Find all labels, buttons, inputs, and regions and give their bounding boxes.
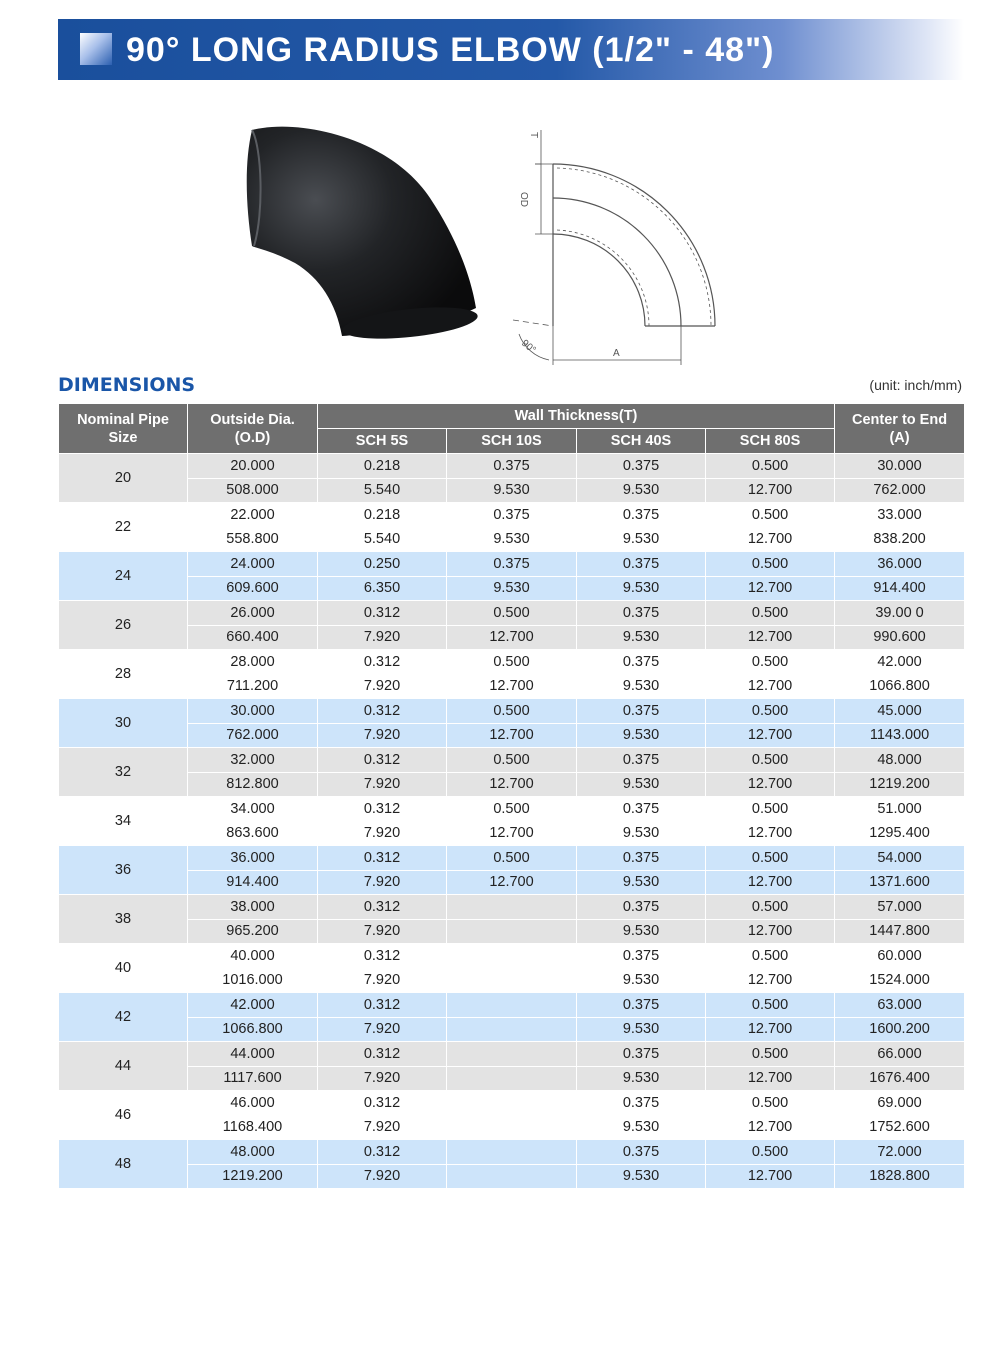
value-cell: 0.312	[318, 944, 447, 969]
value-cell: 0.312	[318, 699, 447, 724]
table-row	[59, 699, 965, 724]
table-row	[59, 772, 965, 797]
value-cell: 558.800	[188, 527, 318, 552]
value-cell: 0.500	[706, 895, 835, 920]
banner-square-icon	[80, 33, 112, 65]
value-cell: 0.375	[577, 797, 706, 822]
table-row	[59, 1042, 965, 1067]
header-sch5s: SCH 5S	[318, 429, 447, 454]
value-cell: 32.000	[188, 748, 318, 773]
value-cell: 0.375	[577, 944, 706, 969]
value-cell: 609.600	[188, 576, 318, 601]
value-cell: 0.500	[706, 797, 835, 822]
value-cell	[447, 895, 577, 920]
nps-cell: 30	[59, 699, 188, 748]
table-row	[59, 625, 965, 650]
value-cell	[447, 968, 577, 993]
title-banner	[58, 19, 964, 80]
nps-cell: 34	[59, 797, 188, 846]
value-cell	[447, 1066, 577, 1091]
value-cell: 0.375	[447, 454, 577, 479]
value-cell: 38.000	[188, 895, 318, 920]
value-cell: 42.000	[188, 993, 318, 1018]
table-row	[59, 895, 965, 920]
value-cell: 1066.800	[835, 674, 965, 699]
value-cell: 0.500	[447, 699, 577, 724]
value-cell	[447, 1091, 577, 1116]
value-cell: 0.312	[318, 601, 447, 626]
value-cell	[447, 944, 577, 969]
value-cell: 0.312	[318, 650, 447, 675]
value-cell: 9.530	[577, 821, 706, 846]
value-cell: 12.700	[706, 723, 835, 748]
header-nps: Nominal Pipe Size	[59, 404, 188, 454]
value-cell: 9.530	[447, 576, 577, 601]
value-cell: 0.500	[706, 846, 835, 871]
value-cell: 12.700	[447, 772, 577, 797]
value-cell: 26.000	[188, 601, 318, 626]
value-cell: 7.920	[318, 821, 447, 846]
nps-cell: 48	[59, 1140, 188, 1189]
table-row	[59, 478, 965, 503]
value-cell: 12.700	[706, 772, 835, 797]
value-cell: 0.500	[447, 748, 577, 773]
value-cell: 7.920	[318, 1115, 447, 1140]
value-cell: 12.700	[447, 723, 577, 748]
value-cell: 12.700	[706, 1066, 835, 1091]
value-cell: 0.218	[318, 454, 447, 479]
value-cell	[447, 919, 577, 944]
value-cell: 0.312	[318, 846, 447, 871]
value-cell: 1168.400	[188, 1115, 318, 1140]
header-sch40s: SCH 40S	[577, 429, 706, 454]
table-row	[59, 919, 965, 944]
value-cell: 33.000	[835, 503, 965, 528]
value-cell: 9.530	[577, 625, 706, 650]
table-row	[59, 601, 965, 626]
header-wall-thickness: Wall Thickness(T)	[318, 404, 835, 429]
table-row	[59, 797, 965, 822]
value-cell: 7.920	[318, 1066, 447, 1091]
value-cell: 9.530	[577, 1066, 706, 1091]
value-cell: 39.00 0	[835, 601, 965, 626]
value-cell: 9.530	[577, 1164, 706, 1189]
table-row	[59, 1115, 965, 1140]
value-cell: 0.218	[318, 503, 447, 528]
value-cell: 7.920	[318, 772, 447, 797]
value-cell: 30.000	[835, 454, 965, 479]
value-cell	[447, 1115, 577, 1140]
value-cell: 9.530	[577, 919, 706, 944]
value-cell	[447, 1140, 577, 1165]
nps-cell: 38	[59, 895, 188, 944]
value-cell: 7.920	[318, 870, 447, 895]
table-row	[59, 1091, 965, 1116]
page-title: 90° LONG RADIUS ELBOW (1/2" - 48")	[126, 31, 775, 69]
value-cell: 0.500	[447, 601, 577, 626]
unit-note: (unit: inch/mm)	[869, 377, 962, 393]
value-cell: 7.920	[318, 919, 447, 944]
value-cell: 12.700	[706, 821, 835, 846]
table-row	[59, 576, 965, 601]
value-cell: 63.000	[835, 993, 965, 1018]
value-cell: 12.700	[447, 870, 577, 895]
value-cell: 508.000	[188, 478, 318, 503]
dimensions-table	[58, 403, 965, 1189]
value-cell: 12.700	[706, 919, 835, 944]
value-cell: 12.700	[706, 1115, 835, 1140]
value-cell: 42.000	[835, 650, 965, 675]
drawing-label-od: OD	[518, 192, 529, 207]
value-cell: 7.920	[318, 674, 447, 699]
value-cell: 0.500	[706, 552, 835, 577]
value-cell: 12.700	[706, 1017, 835, 1042]
value-cell: 0.375	[577, 846, 706, 871]
value-cell: 12.700	[447, 821, 577, 846]
nps-cell: 20	[59, 454, 188, 503]
header-od: Outside Dia. (O.D)	[188, 404, 318, 454]
value-cell: 12.700	[706, 968, 835, 993]
value-cell: 0.375	[577, 1042, 706, 1067]
table-row	[59, 454, 965, 479]
table-row	[59, 1164, 965, 1189]
nps-cell: 42	[59, 993, 188, 1042]
nps-cell: 22	[59, 503, 188, 552]
value-cell: 9.530	[577, 576, 706, 601]
table-row	[59, 527, 965, 552]
value-cell: 48.000	[835, 748, 965, 773]
value-cell: 9.530	[577, 1017, 706, 1042]
value-cell: 0.375	[577, 503, 706, 528]
table-row	[59, 821, 965, 846]
value-cell: 24.000	[188, 552, 318, 577]
value-cell: 0.312	[318, 797, 447, 822]
header-center-to-end: Center to End (A)	[835, 404, 965, 454]
value-cell: 5.540	[318, 527, 447, 552]
value-cell: 7.920	[318, 625, 447, 650]
value-cell: 9.530	[577, 772, 706, 797]
value-cell: 0.375	[577, 1140, 706, 1165]
value-cell: 0.500	[706, 699, 835, 724]
value-cell: 36.000	[835, 552, 965, 577]
value-cell: 711.200	[188, 674, 318, 699]
value-cell: 12.700	[706, 576, 835, 601]
value-cell: 0.375	[577, 650, 706, 675]
value-cell	[447, 1017, 577, 1042]
value-cell: 0.500	[706, 650, 835, 675]
value-cell: 69.000	[835, 1091, 965, 1116]
value-cell	[447, 993, 577, 1018]
value-cell: 12.700	[706, 625, 835, 650]
drawing-label-angle: 90°	[519, 337, 538, 357]
value-cell: 34.000	[188, 797, 318, 822]
value-cell: 1066.800	[188, 1017, 318, 1042]
value-cell: 1219.200	[188, 1164, 318, 1189]
value-cell: 990.600	[835, 625, 965, 650]
value-cell: 9.530	[447, 527, 577, 552]
header-sch10s: SCH 10S	[447, 429, 577, 454]
value-cell: 7.920	[318, 1017, 447, 1042]
value-cell: 0.375	[577, 552, 706, 577]
value-cell: 9.530	[577, 1115, 706, 1140]
nps-cell: 24	[59, 552, 188, 601]
value-cell: 0.500	[706, 944, 835, 969]
table-row	[59, 846, 965, 871]
table-row	[59, 870, 965, 895]
value-cell: 1117.600	[188, 1066, 318, 1091]
value-cell: 0.375	[577, 1091, 706, 1116]
value-cell: 0.500	[706, 1042, 835, 1067]
value-cell: 0.375	[577, 454, 706, 479]
value-cell: 0.500	[706, 1140, 835, 1165]
value-cell: 6.350	[318, 576, 447, 601]
value-cell: 9.530	[447, 478, 577, 503]
value-cell: 5.540	[318, 478, 447, 503]
value-cell: 9.530	[577, 723, 706, 748]
value-cell: 0.500	[447, 797, 577, 822]
value-cell: 1016.000	[188, 968, 318, 993]
elbow-dimension-drawing	[505, 120, 735, 370]
value-cell	[447, 1042, 577, 1067]
value-cell: 60.000	[835, 944, 965, 969]
value-cell: 1752.600	[835, 1115, 965, 1140]
value-cell: 30.000	[188, 699, 318, 724]
table-row	[59, 650, 965, 675]
value-cell: 72.000	[835, 1140, 965, 1165]
value-cell: 0.500	[706, 993, 835, 1018]
value-cell: 66.000	[835, 1042, 965, 1067]
value-cell: 0.375	[577, 895, 706, 920]
value-cell: 0.312	[318, 748, 447, 773]
value-cell: 0.312	[318, 1140, 447, 1165]
value-cell: 0.500	[706, 748, 835, 773]
value-cell	[447, 1164, 577, 1189]
value-cell: 762.000	[188, 723, 318, 748]
value-cell: 914.400	[188, 870, 318, 895]
value-cell: 22.000	[188, 503, 318, 528]
value-cell: 838.200	[835, 527, 965, 552]
value-cell: 0.500	[706, 1091, 835, 1116]
value-cell: 44.000	[188, 1042, 318, 1067]
table-row	[59, 674, 965, 699]
value-cell: 0.500	[447, 846, 577, 871]
value-cell: 0.500	[447, 650, 577, 675]
value-cell: 1600.200	[835, 1017, 965, 1042]
value-cell: 12.700	[447, 625, 577, 650]
nps-cell: 44	[59, 1042, 188, 1091]
value-cell: 45.000	[835, 699, 965, 724]
value-cell: 914.400	[835, 576, 965, 601]
value-cell: 812.800	[188, 772, 318, 797]
value-cell: 9.530	[577, 968, 706, 993]
table-row	[59, 748, 965, 773]
value-cell: 1295.400	[835, 821, 965, 846]
value-cell: 0.500	[706, 454, 835, 479]
value-cell: 7.920	[318, 1164, 447, 1189]
table-row	[59, 993, 965, 1018]
value-cell: 57.000	[835, 895, 965, 920]
value-cell: 46.000	[188, 1091, 318, 1116]
value-cell: 0.312	[318, 1042, 447, 1067]
elbow-photo	[240, 118, 490, 348]
value-cell: 0.312	[318, 993, 447, 1018]
value-cell: 12.700	[447, 674, 577, 699]
value-cell: 7.920	[318, 968, 447, 993]
nps-cell: 32	[59, 748, 188, 797]
value-cell: 1219.200	[835, 772, 965, 797]
table-row	[59, 1066, 965, 1091]
nps-cell: 46	[59, 1091, 188, 1140]
value-cell: 12.700	[706, 870, 835, 895]
value-cell: 0.375	[577, 748, 706, 773]
header-sch80s: SCH 80S	[706, 429, 835, 454]
value-cell: 1524.000	[835, 968, 965, 993]
value-cell: 762.000	[835, 478, 965, 503]
value-cell: 1143.000	[835, 723, 965, 748]
value-cell: 965.200	[188, 919, 318, 944]
value-cell: 0.375	[447, 503, 577, 528]
value-cell: 9.530	[577, 870, 706, 895]
value-cell: 51.000	[835, 797, 965, 822]
value-cell: 40.000	[188, 944, 318, 969]
table-row	[59, 1140, 965, 1165]
value-cell: 0.500	[706, 601, 835, 626]
value-cell: 1676.400	[835, 1066, 965, 1091]
value-cell: 28.000	[188, 650, 318, 675]
value-cell: 7.920	[318, 723, 447, 748]
value-cell: 0.375	[577, 993, 706, 1018]
value-cell: 9.530	[577, 674, 706, 699]
value-cell: 12.700	[706, 478, 835, 503]
value-cell: 12.700	[706, 527, 835, 552]
value-cell: 0.375	[577, 601, 706, 626]
value-cell: 12.700	[706, 674, 835, 699]
value-cell: 1371.600	[835, 870, 965, 895]
value-cell: 48.000	[188, 1140, 318, 1165]
value-cell: 36.000	[188, 846, 318, 871]
value-cell: 12.700	[706, 1164, 835, 1189]
nps-cell: 28	[59, 650, 188, 699]
value-cell: 0.250	[318, 552, 447, 577]
value-cell: 0.375	[447, 552, 577, 577]
value-cell: 20.000	[188, 454, 318, 479]
drawing-label-a: A	[613, 348, 620, 359]
value-cell: 0.375	[577, 699, 706, 724]
table-row	[59, 968, 965, 993]
section-title: DIMENSIONS	[58, 374, 196, 396]
table-row	[59, 503, 965, 528]
value-cell: 0.312	[318, 1091, 447, 1116]
value-cell: 863.600	[188, 821, 318, 846]
table-row	[59, 723, 965, 748]
table-row	[59, 944, 965, 969]
value-cell: 9.530	[577, 527, 706, 552]
value-cell: 9.530	[577, 478, 706, 503]
nps-cell: 40	[59, 944, 188, 993]
table-row	[59, 1017, 965, 1042]
nps-cell: 36	[59, 846, 188, 895]
value-cell: 0.312	[318, 895, 447, 920]
value-cell: 1828.800	[835, 1164, 965, 1189]
value-cell: 54.000	[835, 846, 965, 871]
value-cell: 0.500	[706, 503, 835, 528]
value-cell: 1447.800	[835, 919, 965, 944]
table-row	[59, 552, 965, 577]
value-cell: 660.400	[188, 625, 318, 650]
nps-cell: 26	[59, 601, 188, 650]
drawing-label-t: T	[528, 132, 539, 139]
